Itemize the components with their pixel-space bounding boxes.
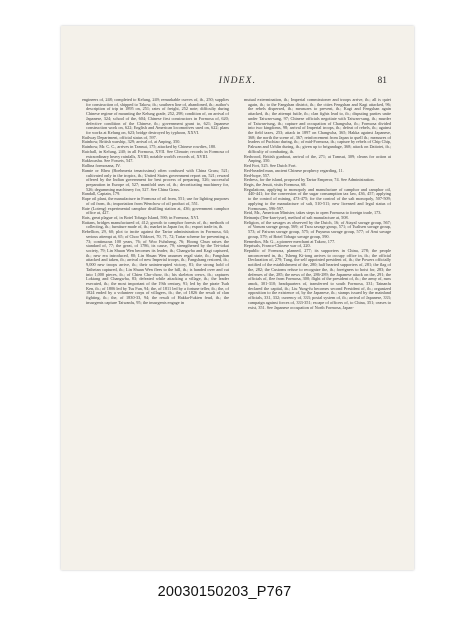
page-title: INDEX. <box>218 76 257 86</box>
index-entry: Rakkwashu. See Fossets, 547. <box>82 158 134 164</box>
book-page <box>61 26 414 570</box>
index-entry: Rainbow, British warship, 329; arrival of, at Anping, 350. <box>82 139 181 145</box>
index-entry: Religion, of the savages as observed by the Dutch, 16; of Atayal savage group, 567; of Vonum savage group, 569; of Tsou savage group, 571; of Tsalisen savage group, 573; of Paiwan savage group, 575; of Puyuma savage group, 577; of Ami savage group, 579; of Botel Tobago savage group, 590. <box>244 219 391 239</box>
index-column-left <box>82 98 229 558</box>
index-entry: Railway Department, official status of, 597. <box>82 134 157 140</box>
index-entry: Red Fort, 525. See Dutch Fort. <box>244 163 297 169</box>
index-entry: Randall, Captain, 179. <box>82 191 121 197</box>
index-entry: Rattans, bridges manufactured of, 412; growth to camphor forests of, ib.; methods of collecting, ib.; furniture made of, ib.; market in Japan for, ib.; export trade in, ib. <box>82 219 229 230</box>
page-header <box>61 76 414 90</box>
index-entry: Redwood, British gunboat, arrival of the, 271; at Tamsui, 309; cleans for action at Anping, 350. <box>244 153 391 164</box>
index-entry: engineers of, 248; completed to Kelung, 249; remarkable curves of, ib., 250; supplies for construction of, shipped to Takow, ib.; southern line of, abandoned, ib.; author's description of trip in 1895 on, 251; rates of freight, 252 note; difficulty during Chinese regime of mounting the Kelung grade, 252, 298; condition of, on arrival of Japanese, 324; school of the, 604; Chinese first constructors in Formosa of, 620; defective condition of the Chinese, ib.; government grant to, 621; Japanese construction work on, 622; English and American locomotives used on, 622; plans for works at Kelung on, 623; bridge destroyed by typhoon, XXVI. <box>82 98 229 136</box>
scan-identifier: 20030150203_P767 <box>157 584 292 600</box>
index-entry: Republic of Formosa, planned, 277; its supporters in China, 278; the people unconcerned in, ib.; Tsheng Ki-tong arrives to occupy office in, ib.; the official Declaration of, 279; Tang, the self appointed president of, ib.; the Powers officially notified of the establishment of the, 280; half hearted supporters of, 281; the flag of the, 282; the Customs refuse to recognize the, ib.; foreigners to hoist for, 283; the defenses of the, 285; the news of the, 286-289; the Japanese attack on the, 291; the officials of, flee from Formosa, 300; flight of the president of, ib.; the army of, runs amok, 301-310; headquarters of, transferred to south Formosa, 331; Tainanfu declared the capital, ib.; Liu Yung-fu becomes second President of, ib.; organized opposition to the existence of, by the Japanese, ib.; stamps issued by the mainland officials, 331, 332; currency of, 333; postal system of, ib.; arrival of Japanese, 333; campaign against forces of, 333-351; escape of officers of, to China, 351; ceases to exist, 351. See Japanese occupation of North Formosa, Japan- <box>244 248 391 310</box>
page-number: 81 <box>377 76 387 86</box>
index-entry: Rainbow, Mr. C. C., arrives in Tamsui, 175; attacked by Chinese rowdies, 180. <box>82 144 217 150</box>
index-entry: Reinanju (Ten-kan-tyue), method of salt manufacture at, 508. <box>244 214 349 220</box>
index-entry: Regis, the Jesuit, visits Formosa, 68. <box>244 181 307 187</box>
index-column-right <box>244 98 391 558</box>
index-entry: Reprisals, Franco-Chinese war of, 220. <box>244 243 311 249</box>
index-entry: Rebellion, 29, 60; plot to incite against the Tartar administration in Formosa, 64; serious attempt at, 65; of Choo Yihkwei, 70, 71, 72; Tartar scheme for preventing a, 73; continuous 100 years, 76; of Woo Fuhsheng, 76; Hoong Chun raises the standard of, 77; the great, of 1786, its cause, 79; strengthened by the Tei-tokai society, 79; Lin Shuan Wen becomes its leader, ib.; Changwha and Kagi captured, ib.; new era introduced, 80; Lin Shuan Wen assumes regal state, ib.; Fangshan attacked and taken, ib.; arrival of new Imperial troops, ib.; Fangshang restored, ib.; 9,000 new troops arrive, ib.; their uninterrupted victory, 81; the strong hold of Taiheian captured, ib.; Lin Shuan Wen flees to the hill, ib.; is handed over and cut into 1,000 pieces, ib.; of Chien Cho-chow, ib.; his skeleton crews, ib.; captures Lokiang and Changwha, 83; defeated while attacking a village, ib.; the leader executed, ib.; the most important of the 19th century, 91; led by the pirate Tsah Ken, ib.; of 1806 led by Tsu Fun, 94; the, of 1811 led by a fortune teller, ib.; the, of 1824 ended by a volunteer corps of villagers, ib.; the, of 1826 the result of clan fighting, ib.; the, of 1830-33, 94; the result of Hakka-Fukien feud, ib.; the insurgents capture Taiwanfu, 95; the insurgents engage in <box>82 229 229 305</box>
index-entry: Reid, Mr., American Minister, takes steps to open Formosa to foreign trade, 173. <box>244 210 382 216</box>
index-entry: Red-headed man, ancient Chinese prophecy regarding, 11. <box>244 167 344 173</box>
index-entry: Rape oil plant, the manufacture in Formosa of oil from, 551; use for lighting purposes of oil from, ib.; importation from Wenchow of oil product of, 551. <box>82 196 229 206</box>
index-entry: Red-hope, 557. <box>244 172 271 178</box>
index-entry: Redress, for the island, proposed by Tartar Emperor, 74. See Administration. <box>244 177 375 183</box>
index-entry: Ramie or Rhea (Boehmeria tenacissima) often confused with China Grass; 521; cultivated only in the tropics, ib.; United States government report on, 521; reward offered by the Indian government for best process of preparing, 526; successful preparation in Europe of, 527; manifold uses of, ib.; decorticating machinery for, 526; degumming machinery for, 527. See China Grass. <box>82 167 229 192</box>
index-entry: Rallina formosana, IV. <box>82 163 121 169</box>
index-entry: Rate (Loteng) experimental camphor distilling station at, 436; government camphor office at, 427. <box>82 205 229 216</box>
index-entry: Regulations, applying to monopoly and manufacture of camphor and camphor oil, 440-441; for the conversion of the sugar consumption tax law, 436, 457; applying to the control of mining, 473-475; for the control of the salt monopoly, 507-509; applying to the manufacture of salt, 510-511; new licensed and legal status of Formosans, 596-597. <box>244 186 391 211</box>
index-entry: mutual extermination, ib.; Imperial commissioner and troops arrive, ib.; all is quiet again, ib.; to the Fangshan district, ib.; the cities Fengshan and Kagi attacked, 96; the rebels dispersed, ib.; measures to prevent, ib.; Kagi and Fengshan again attacked, ib.; the attempt futile, ib.; clan fights lead to, ib.; disputing parties unite under Taiwan-sung, 97; Chinese officials negotiate with Taiwan-sung, ib.; murder of Taiwan-tung, ib.; capture and occupation of Changwha, ib.; Formosa divided into two kingdoms, 98; arrival of Imperial troops, ib.; defeat of rebels, ib.; against the field taxes, 253; attack in 1897 on Changwha, 365; Hakka against Japanese, 368; the north the scene of, 367; reinforcement from Japan to quell ib.; measures of leaders of Puchiao during, ib.; of mid-Formosa, ib.; capture by rebels of Chip Chip, Pakwan and Urhlin during, ib.; given up to brigandage, 368; attack on Daitotei, ib.; difficulty of combating, ib. <box>244 98 391 154</box>
index-entry: Raichall, in Kelung, 240; in all Formosa, XVII. See Climate; records in Formosa of extraordinary heavy rainfalls, XVIII; notable world's records of, XVIII. <box>82 148 229 159</box>
index-entry: Remedios, Mr. G., a pioneer merchant at Takow, 177. <box>244 238 336 244</box>
index-entry: Rats, great plague of, in Botel Tobago Island, 590; in Formosa, XVI. <box>82 214 200 220</box>
